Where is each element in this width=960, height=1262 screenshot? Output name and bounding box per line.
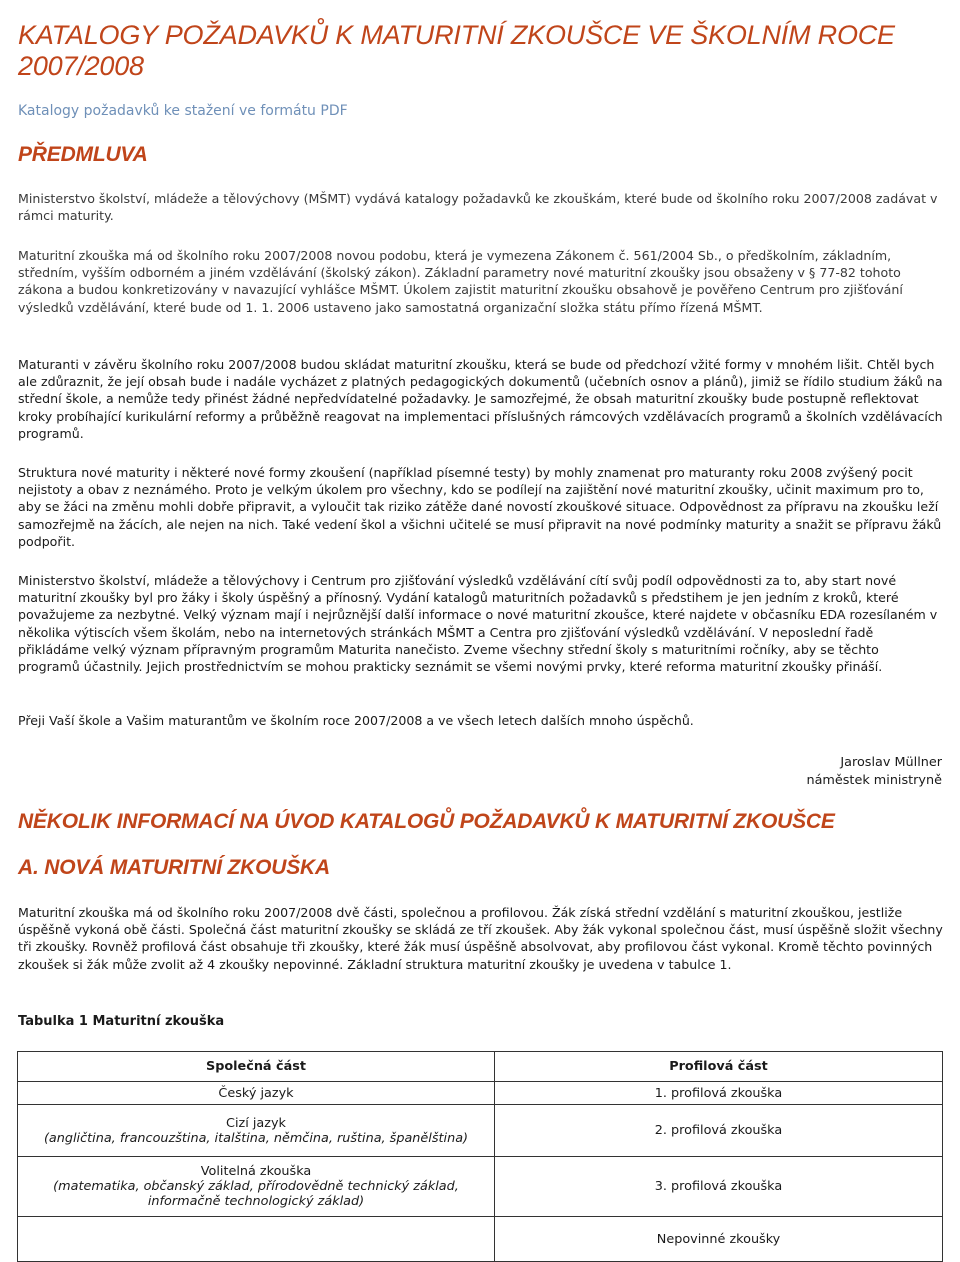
signature-name: Jaroslav Müllner	[840, 755, 942, 770]
pdf-download-link[interactable]: Katalogy požadavků ke stažení ve formátu PDF	[18, 103, 348, 119]
cell-title: Volitelná zkouška	[200, 1164, 312, 1179]
table-cell-common	[18, 1217, 495, 1262]
table-caption: Tabulka 1 Maturitní zkouška	[18, 1014, 225, 1029]
preface-heading: PŘEDMLUVA	[18, 143, 148, 166]
page-title: KATALOGY POŽADAVKŮ K MATURITNÍ ZKOUŠCE VE ŠKOLNÍM ROCE 2007/2008	[18, 20, 895, 81]
table-row	[18, 1082, 943, 1105]
table-row	[18, 1157, 943, 1217]
cell-title: Český jazyk	[218, 1085, 294, 1101]
table-cell-common	[18, 1105, 495, 1157]
table-header-row	[18, 1052, 943, 1082]
preface-paragraph-2: Maturitní zkouška má od školního roku 2007/2008 novou podobu, která je vymezena Zákonem č. 561/2004 Sb., o předškolním, základním, středním, vyšším odborném a jiném vzdělávání (školský zákon). Základní parametry nové maturitní zkoušky jsou obsaženy v § 77-82 tohoto zákona a budou konkretizovány v navazující vyhlášce MŠMT. Úkolem zajistit maturitní zkoušku obsahově je pověřeno Centrum pro zjišťování výsledků vzdělávání, které bude od 1. 1. 2006 ustaveno jako samostatná organizační složka státu přímo řízená MŠMT.	[18, 248, 903, 315]
table-cell-profile: 3. profilová zkouška	[495, 1157, 943, 1217]
header-common-part: Společná část	[18, 1052, 495, 1082]
cell-detail: (matematika, občanský základ, přírodovědně technický základ, informačně technologický základ)	[53, 1179, 459, 1209]
table-cell-profile: 1. profilová zkouška	[495, 1082, 943, 1105]
signature-role: náměstek ministryně	[806, 772, 942, 788]
preface-paragraph-1: Ministerstvo školství, mládeže a tělovýchovy (MŠMT) vydává katalogy požadavků ke zkouškám, které bude od školního roku 2007/2008 zadávat v rámci maturity.	[18, 191, 938, 224]
preface-paragraph-4: Struktura nové maturity i některé nové formy zkoušení (například písemné testy) by mohly znamenat pro maturanty roku 2008 zvýšený pocit nejistoty a obav z neznámého. Proto je velkým úkolem pro všechny, kdo se podílejí na zajištění nové maturitní zkoušky, učinit maximum pro to, aby se žáci na změnu mohli dobře připravit, a vyloučit tak riziko zátěže dané novostí zkouškové situace. Odpovědnost za přípravu na zkoušku leží samozřejmě na žácích, ale nejen na nich. Také vedení škol a všichni učitelé se musí připravit na nové podmínky maturity a snažit se přípravu žáků podpořit.	[18, 465, 942, 549]
preface-paragraph-3: Maturanti v závěru školního roku 2007/2008 budou skládat maturitní zkoušku, která se bude od předchozí vžité formy v mnohém lišit. Chtěl bych ale zdůraznit, že její obsah bude i nadále vycházet z platných pedagogických dokumentů (učebních osnov a plánů), jimiž se řídilo studium žáků na střední škole, a nemůže tedy přinést žádné nepředvídatelné požadavky. Je samozřejmé, že obsah maturitní zkoušky bude postupně reflektovat kroky probíhající kurikulární reformy a průběžně reagovat na implementaci příslušných rámcových vzdělávacích programů a školních vzdělávacích programů.	[18, 357, 943, 441]
cell-detail: (angličtina, francouzština, italština, němčina, ruština, španělština)	[43, 1130, 469, 1146]
intro-heading: NĚKOLIK INFORMACÍ NA ÚVOD KATALOGŮ POŽADAVKŮ K MATURITNÍ ZKOUŠCE	[18, 810, 835, 833]
table-cell-profile: 2. profilová zkouška	[495, 1105, 943, 1157]
signature	[806, 754, 942, 789]
section-a-paragraph: Maturitní zkouška má od školního roku 2007/2008 dvě části, společnou a profilovou. Žák získá střední vzdělání s maturitní zkouškou, jestliže úspěšně vykoná obě části. Společná část maturitní zkoušky se skládá ze tří zkoušek. Aby žák vykonal společnou část, musí úspěšně složit všechny tři zkoušky. Rovněž profilová část obsahuje tři zkoušky, které žák musí úspěšně absolvovat, aby profilovou část vykonal. Kromě těchto povinných zkoušek si žák může zvolit až 4 zkoušky nepovinné. Základní struktura maturitní zkoušky je uvedena v tabulce 1.	[18, 905, 943, 972]
cell-title: Cizí jazyk	[226, 1115, 286, 1131]
table-row	[18, 1217, 943, 1262]
table-cell-profile: Nepovinné zkoušky	[495, 1217, 943, 1262]
table-cell-common	[18, 1082, 495, 1105]
header-profile-part: Profilová část	[495, 1052, 943, 1082]
section-a-heading: A. NOVÁ MATURITNÍ ZKOUŠKA	[18, 856, 330, 879]
preface-paragraph-5: Ministerstvo školství, mládeže a tělovýchovy i Centrum pro zjišťování výsledků vzdělávání cítí svůj podíl odpovědnosti za to, aby start nové maturitní zkoušky byl pro žáky i školy úspěšný a přínosný. Vydání katalogů maturitních požadavků s předstihem je jen jedním z kroků, které považujeme za nezbytné. Velký význam mají i nejrůznější další informace o nové maturitní zkoušce, které najdete v občasníku EDA rozesílaném v několika výtiscích všem školám, nebo na internetových stránkách MŠMT a Centra pro zjišťování výsledků vzdělávání. V neposlední řadě přikládáme velký význam přípravným programům Maturita nanečisto. Zveme všechny střední školy s maturitními ročníky, aby se těchto programů účastnily. Jejich prostřednictvím se mohou prakticky seznámit se všemi novými prvky, které reforma maturitní zkoušky přináší.	[18, 573, 938, 675]
preface-paragraph-6: Přeji Vaší škole a Vašim maturantům ve školním roce 2007/2008 a ve všech letech dalších mnoho úspěchů.	[18, 713, 694, 728]
table-cell-common	[18, 1157, 495, 1217]
table-row	[18, 1105, 943, 1157]
exam-structure-table	[17, 1051, 943, 1262]
